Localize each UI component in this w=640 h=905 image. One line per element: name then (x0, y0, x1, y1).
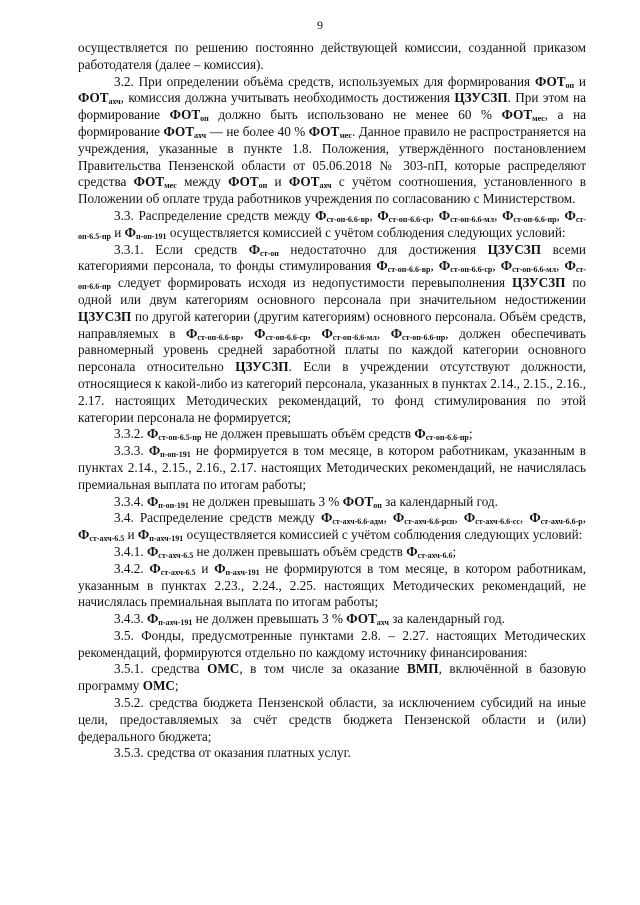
text-run: недостаточно для достижения (278, 241, 488, 257)
fund-term-subscript: ст-ахч-6.6-адм (332, 517, 384, 527)
paragraph (78, 494, 586, 511)
page-number: 9 (317, 18, 323, 32)
fund-term: Ф (149, 560, 161, 576)
text-run: . При этом на формирование (78, 90, 586, 123)
fund-term: Ф (438, 258, 451, 274)
fund-term: Ф (78, 527, 90, 543)
fund-term: ЦЗУСЗП (487, 241, 541, 257)
paragraph (78, 561, 586, 611)
fund-term: Ф (564, 258, 576, 274)
fund-term: ЦЗУСЗП (454, 90, 508, 106)
fund-term-subscript: ст-оп-6.6-пр (78, 265, 587, 292)
text-run: должно быть использовано не менее 60 % (208, 107, 502, 123)
fund-term: Ф (564, 207, 576, 223)
text-run: за календарный год. (381, 493, 498, 509)
fund-term-subscript: ст-оп-6.5-пр (78, 214, 587, 241)
fund-term: ФОТ (133, 174, 165, 190)
fund-term: Ф (137, 527, 150, 543)
text-run: . Данное правило не распространяется на учреждения, указанные в пункте 1.8. Положения, утверждённого постановлением Правительства Пензенской области от 05.06.2018 № 303-пП, которые распределяют средства (78, 123, 586, 190)
fund-term: Ф (315, 207, 327, 223)
text-run: 3.2. При определении объёма средств, используемых для формирования (114, 73, 535, 89)
text-run: и (111, 224, 125, 240)
fund-term: ОМС (142, 678, 175, 694)
fund-term-subscript: п-оп-191 (135, 231, 167, 241)
fund-term: Ф (376, 258, 388, 274)
text-run: , (307, 325, 322, 341)
paragraph (78, 242, 586, 427)
text-run: , (582, 510, 587, 526)
paragraph (78, 74, 586, 208)
fund-term: Ф (502, 207, 514, 223)
fund-term: Ф (414, 426, 426, 442)
fund-term: Ф (377, 207, 389, 223)
fund-term-subscript: ст-ахч-6.6-рсп (404, 517, 455, 527)
text-run: всеми категориями персонала, то фонды стимулирования (78, 241, 586, 274)
fund-term-subscript: оп (200, 114, 209, 124)
paragraph (78, 745, 586, 762)
fund-term-subscript: ст-ахч-6.5 (158, 550, 194, 560)
fund-term: Ф (321, 325, 333, 341)
text-run: и (124, 527, 138, 543)
fund-term: Ф (392, 510, 405, 526)
text-run: не формируются в том месяце, в котором работникам, указанным в пунктах 2.23., 2.24., 2.25. настоящих Методических рекомендаций, не начислялась премиальная выплата по итогам работы; (78, 560, 586, 610)
fund-term-subscript: мес (532, 114, 545, 124)
text-run: и (195, 560, 215, 576)
fund-term-subscript: ст-оп-6.6-пр (402, 332, 446, 342)
fund-term: ОМС (207, 661, 240, 677)
fund-term-subscript: ст-оп-6.6-вр (387, 265, 431, 275)
paragraph (78, 628, 586, 662)
fund-term-subscript: ст-оп-6.6-ср (265, 332, 308, 342)
paragraph (78, 208, 586, 242)
fund-term-subscript: ст-ахч-6.5 (160, 567, 196, 577)
fund-term: Ф (406, 543, 418, 559)
fund-term-subscript: ст-ахч-6.5 (89, 534, 125, 544)
fund-term: Ф (248, 241, 261, 257)
fund-term: ЦЗУСЗП (235, 359, 289, 375)
text-run: 3.3. Распределение средств между (114, 207, 316, 223)
text-run: осуществляется комиссией с учётом соблюдения следующих условий: (166, 224, 566, 240)
fund-term-subscript: ст-оп-6.6-ср (450, 265, 493, 275)
fund-term-subscript: ст-оп-6.6-мл (332, 332, 377, 342)
fund-term-subscript: ст-оп-6.6-вр (326, 214, 370, 224)
fund-term: Ф (146, 426, 159, 442)
fund-term-subscript: ст-оп-6.6-мл (512, 265, 557, 275)
document-body (78, 40, 586, 762)
fund-term: Ф (146, 543, 159, 559)
paragraph (78, 40, 586, 74)
text-run: 3.3.4. (114, 493, 147, 509)
fund-term: Ф (390, 325, 403, 341)
text-run: 3.4.1. (114, 543, 147, 559)
fund-term-subscript: ст-ахч-6.6-сс (475, 517, 520, 527)
text-run: между (176, 174, 229, 190)
fund-term: ФОТ (78, 90, 109, 106)
text-run: , (430, 207, 439, 223)
text-run: , (376, 325, 391, 341)
text-run: 3.3.1. Если средств (114, 241, 249, 257)
fund-term-subscript: п-оп-191 (160, 450, 191, 460)
text-run: 3.4.2. (114, 560, 150, 576)
text-run: ; (174, 678, 179, 694)
fund-term: Ф (463, 510, 476, 526)
text-run: 3.3.3. (114, 443, 149, 459)
text-run: , (454, 510, 464, 526)
text-run: , (240, 325, 255, 341)
fund-term: ФОТ (288, 174, 320, 190)
fund-term-subscript: ст-ахч-6.6 (417, 550, 453, 560)
text-run: , (492, 258, 501, 274)
text-run: 3.5.2. средства бюджета Пензенской области, за исключением субсидий на иные цели, предоставляемых за счёт средств бюджета Пензенской области и (или) федерального бюджета; (78, 695, 586, 744)
fund-term-subscript: ст-оп-6.6-пр (513, 214, 557, 224)
fund-term-subscript: ст-оп (260, 248, 279, 258)
text-run: , (556, 207, 565, 223)
text-run: не должен превышать объём средств (193, 543, 407, 559)
fund-term: Ф (124, 224, 136, 240)
fund-term-subscript: ст-оп-6.6-мл (450, 214, 495, 224)
fund-term: ЦЗУСЗП (78, 308, 132, 324)
text-run: , (369, 207, 378, 223)
text-run: . Если в учреждении отсутствуют должности, относящиеся к какой-либо из категорий персонала, указанных в пунктах 2.14., 2.15., 2.16., 2.17. настоящих Методических рекомендаций, то фонд стимулирования по этой категории персонала не формируется; (78, 359, 586, 425)
text-run: , (556, 258, 565, 274)
fund-term-subscript: ахч (319, 181, 332, 191)
paragraph (78, 544, 586, 561)
text-run: не должен превышать 3 % (188, 493, 343, 509)
fund-term-subscript: п-ахч-191 (158, 618, 193, 628)
text-run: 3.3.2. (114, 426, 147, 442)
fund-term-subscript: ст-оп-6.6-ср (388, 214, 431, 224)
text-run: , (519, 510, 530, 526)
fund-term: Ф (148, 443, 161, 459)
fund-term: ФОТ (163, 123, 195, 139)
paragraph (78, 510, 586, 544)
text-run: по другой категории (другим категориям) основного персонала. Объём средств, направляемых в (78, 308, 586, 341)
paragraph (78, 661, 586, 695)
text-run: , а на формирование (78, 107, 587, 139)
fund-term: Ф (321, 510, 333, 526)
text-run: , (494, 207, 503, 223)
text-run: осуществляется комиссией с учётом соблюдения следующих условий: (183, 527, 583, 543)
text-run: 3.4.3. (114, 611, 147, 627)
fund-term-subscript: п-ахч-191 (149, 534, 184, 544)
fund-term-subscript: п-ахч-191 (225, 567, 260, 577)
fund-term: ФОТ (342, 493, 374, 509)
fund-term: ФОТ (346, 611, 377, 627)
text-run: и (574, 73, 586, 89)
fund-term: ФОТ (501, 107, 533, 123)
text-run: ; (452, 543, 457, 559)
text-run: осуществляется по решению постоянно действующей комиссии, созданной приказом работодателя (далее – комиссия). (78, 40, 586, 72)
fund-term: Ф (438, 207, 451, 223)
fund-term-subscript: оп (258, 181, 268, 191)
fund-term-subscript: ст-ахч-6.6-р (540, 517, 583, 527)
paragraph (78, 426, 586, 443)
fund-term: Ф (500, 258, 513, 274)
fund-term: Ф (146, 493, 159, 509)
text-run: , (430, 258, 439, 274)
text-run: , комиссия должна учитывать необходимость достижения (120, 90, 455, 106)
text-run: по одной или двум категориям основного персонала при значительном недостижении (78, 275, 586, 307)
text-run: с учётом соотношения, установленного в Положении об оплате труда работников учреждения по согласованию с Министерством. (78, 174, 586, 207)
text-run: , включённой в базовую программу (78, 661, 587, 694)
text-run: , (383, 510, 393, 526)
fund-term-subscript: оп (373, 500, 382, 510)
fund-term-subscript: ахч (194, 130, 207, 140)
fund-term-subscript: ахч (108, 97, 121, 107)
fund-term: Ф (529, 510, 541, 526)
fund-term: Ф (254, 325, 266, 341)
text-run: , в том числе за оказание (239, 661, 408, 677)
text-run: и (267, 174, 289, 190)
text-run: за календарный год. (388, 611, 505, 627)
fund-term-subscript: ахч (376, 618, 389, 628)
fund-term-subscript: ст-оп-6.5-пр (158, 433, 202, 443)
fund-term: ФОТ (534, 73, 566, 89)
text-run: не должен превышать 3 % (192, 611, 347, 627)
fund-term: ФОТ (308, 123, 340, 139)
fund-term-subscript: мес (339, 130, 352, 140)
text-run: следует формировать исходя из недопустимости перевыполнения (111, 275, 513, 291)
fund-term-subscript: оп (565, 80, 575, 90)
text-run: ; (468, 426, 473, 442)
fund-term: Ф (146, 611, 159, 627)
text-run: 3.5.3. средства от оказания платных услуг. (114, 745, 351, 761)
text-run: 3.5.1. средства (114, 661, 208, 677)
fund-term: Ф (214, 560, 226, 576)
paragraph (78, 695, 586, 745)
paragraph (78, 611, 586, 628)
fund-term: ФОТ (228, 174, 259, 190)
fund-term: ЦЗУСЗП (512, 275, 566, 291)
fund-term: ВМП (407, 661, 439, 677)
fund-term-subscript: мес (164, 181, 177, 191)
text-run: не формируется в том месяце, в котором работникам, указанным в пунктах 2.14., 2.15., 2.16., 2.17. настоящих Методических рекомендаций, не начислялась премиальная выплата по итогам работы; (78, 443, 587, 492)
fund-term-subscript: ст-оп-6.6-вр (197, 332, 241, 342)
text-run: , должен обеспечивать равномерный уровень средней заработной платы по каждой категории основного персонала относительно (78, 325, 587, 375)
fund-term: Ф (186, 325, 198, 341)
text-run: 3.5. Фонды, предусмотренные пунктами 2.8. – 2.27. настоящих Методических рекомендаций, формируются отдельно по каждому источнику финансирования: (78, 627, 586, 660)
fund-term: ФОТ (169, 107, 201, 123)
text-run: не должен превышать объём средств (201, 426, 415, 442)
text-run: — не более 40 % (206, 123, 309, 139)
paragraph (78, 443, 586, 493)
text-run: 3.4. Распределение средств между (114, 510, 322, 526)
fund-term-subscript: ст-оп-6.6-пр (425, 433, 469, 443)
fund-term-subscript: п-оп-191 (158, 500, 189, 510)
